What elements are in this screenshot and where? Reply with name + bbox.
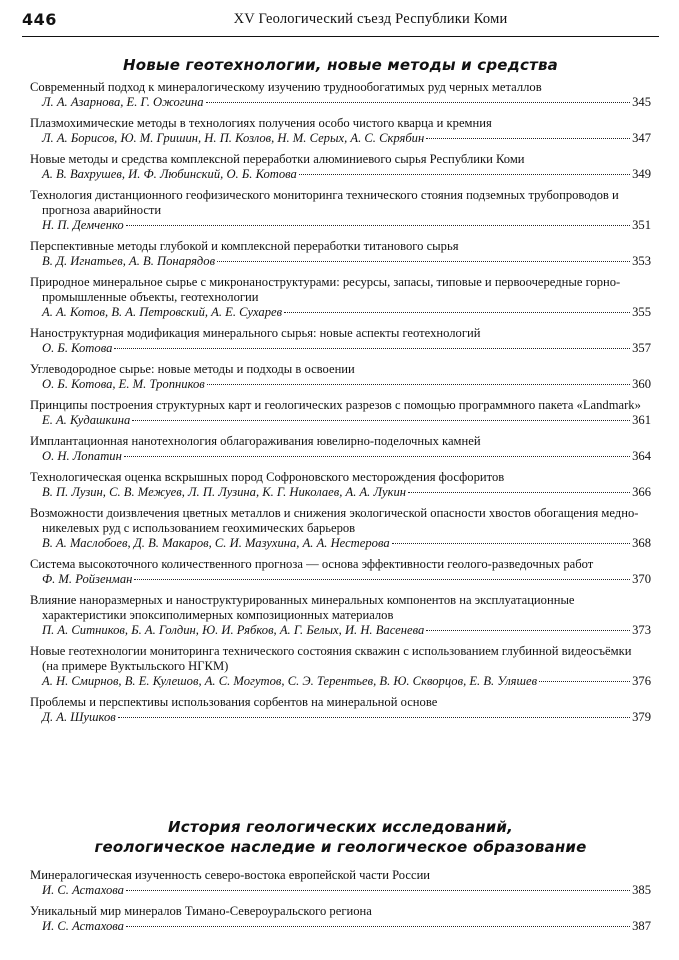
dot-leader bbox=[132, 420, 630, 421]
toc-entry bbox=[30, 593, 651, 638]
entry-authors: И. С. Астахова bbox=[42, 883, 124, 897]
entry-authors: И. С. Астахова bbox=[42, 919, 124, 933]
entry-authors: Е. А. Кудашкина bbox=[42, 413, 131, 427]
entry-authors: А. А. Котов, В. А. Петровский, А. Е. Сухарев bbox=[42, 305, 283, 319]
entry-authors: А. В. Вахрушев, И. Ф. Любинский, О. Б. Котова bbox=[42, 167, 297, 181]
entry-page-number: 373 bbox=[632, 623, 651, 637]
entry-author-line bbox=[30, 218, 651, 233]
toc-entry bbox=[30, 434, 651, 464]
dot-leader bbox=[126, 926, 630, 927]
dot-leader bbox=[426, 138, 630, 139]
entry-page-number: 368 bbox=[632, 536, 651, 550]
entry-author-line bbox=[30, 623, 651, 638]
entry-authors: О. Б. Котова, Е. М. Тропников bbox=[42, 377, 205, 391]
entry-author-line bbox=[30, 254, 651, 269]
toc-entry bbox=[30, 695, 651, 725]
dot-leader bbox=[134, 579, 630, 580]
entry-title: Проблемы и перспективы использования сорбентов на минеральной основе bbox=[30, 695, 438, 709]
dot-leader bbox=[118, 717, 630, 718]
entry-author-line bbox=[30, 167, 651, 182]
entry-page-number: 355 bbox=[632, 305, 651, 319]
entry-title: Перспективные методы глубокой и комплексной переработки титанового сырья bbox=[30, 239, 459, 253]
section-heading-new-geotechnologies: Новые геотехнологии, новые методы и средства bbox=[122, 56, 558, 74]
running-title: XV Геологический съезд Республики Коми bbox=[233, 11, 508, 27]
dot-leader bbox=[114, 348, 630, 349]
entry-author-line bbox=[30, 413, 651, 428]
entry-page-number: 387 bbox=[632, 919, 651, 933]
entry-title: Новые методы и средства комплексной переработки алюминиевого сырья Республики Коми bbox=[30, 152, 525, 166]
entry-author-line bbox=[30, 883, 651, 898]
entry-authors: А. Н. Смирнов, В. Е. Кулешов, А. С. Могутов, С. Э. Терентьев, В. Ю. Скворцов, Е. В. Уляшев bbox=[42, 674, 538, 688]
toc-entry bbox=[30, 80, 651, 110]
entry-page-number: 364 bbox=[632, 449, 651, 463]
entry-page-number: 366 bbox=[632, 485, 651, 499]
entry-title: Влияние наноразмерных и наноструктурированных минеральных компонентов на эксплуатационные характеристики эпоксиполимерных композиционных материалов bbox=[30, 593, 575, 622]
entry-authors: Л. А. Борисов, Ю. М. Гришин, Н. П. Козлов, Н. М. Серых, А. С. Скрябин bbox=[42, 131, 425, 145]
entry-title: Минералогическая изученность северо-востока европейской части России bbox=[30, 868, 431, 882]
page-header bbox=[22, 10, 659, 37]
entry-author-line bbox=[30, 536, 651, 551]
dot-leader bbox=[299, 174, 630, 175]
entry-title: Новые геотехнологии мониторинга технического состояния скважин с использованием глубинной видеосъёмки (на примере Вуктыльского НГКМ) bbox=[30, 644, 632, 673]
entry-authors: Н. П. Демченко bbox=[42, 218, 124, 232]
toc-entry bbox=[30, 188, 651, 233]
entry-title: Имплантационная нанотехнология облагораживания ювелирно-поделочных камней bbox=[30, 434, 481, 448]
entry-author-line bbox=[30, 305, 651, 320]
dot-leader bbox=[539, 681, 630, 682]
section-entries-new-geotechnologies bbox=[30, 80, 651, 731]
entry-authors: В. А. Маслобоев, Д. В. Макаров, С. И. Мазухина, А. А. Нестерова bbox=[42, 536, 390, 550]
section-entries-history bbox=[30, 868, 651, 940]
toc-entry bbox=[30, 326, 651, 356]
dot-leader bbox=[408, 492, 630, 493]
entry-author-line bbox=[30, 674, 651, 689]
entry-author-line bbox=[30, 710, 651, 725]
entry-title: Технология дистанционного геофизического мониторинга технического стояния подземных трубопроводов и прогноза аварийности bbox=[30, 188, 619, 217]
entry-title: Углеводородное сырье: новые методы и подходы в освоении bbox=[30, 362, 355, 376]
entry-author-line bbox=[30, 919, 651, 934]
section-heading-history-line-2: геологическое наследие и геологическое образование bbox=[94, 838, 587, 856]
toc-entry bbox=[30, 904, 651, 934]
entry-authors: В. П. Лузин, С. В. Межуев, Л. П. Лузина, К. Г. Николаев, А. А. Лукин bbox=[42, 485, 407, 499]
entry-page-number: 345 bbox=[632, 95, 651, 109]
entry-page-number: 347 bbox=[632, 131, 651, 145]
entry-page-number: 370 bbox=[632, 572, 651, 586]
dot-leader bbox=[284, 312, 630, 313]
toc-entry bbox=[30, 557, 651, 587]
entry-authors: Д. А. Шушков bbox=[42, 710, 116, 724]
entry-authors: П. А. Ситников, Б. А. Голдин, Ю. И. Рябков, А. Г. Белых, И. Н. Васенева bbox=[42, 623, 425, 637]
entry-page-number: 376 bbox=[632, 674, 651, 688]
entry-title: Уникальный мир минералов Тимано-Североуральского региона bbox=[30, 904, 372, 918]
dot-leader bbox=[206, 102, 631, 103]
toc-entry bbox=[30, 506, 651, 551]
dot-leader bbox=[217, 261, 630, 262]
entry-author-line bbox=[30, 131, 651, 146]
toc-entry bbox=[30, 152, 651, 182]
entry-page-number: 360 bbox=[632, 377, 651, 391]
dot-leader bbox=[207, 384, 630, 385]
entry-author-line bbox=[30, 485, 651, 500]
page-number: 446 bbox=[22, 10, 57, 29]
entry-author-line bbox=[30, 449, 651, 464]
entry-page-number: 351 bbox=[632, 218, 651, 232]
entry-author-line bbox=[30, 95, 651, 110]
toc-entry bbox=[30, 868, 651, 898]
entry-title: Современный подход к минералогическому изучению труднообогатимых руд черных металлов bbox=[30, 80, 542, 94]
entry-author-line bbox=[30, 377, 651, 392]
entry-title: Наноструктурная модификация минерального сырья: новые аспекты геотехнологий bbox=[30, 326, 481, 340]
entry-title: Технологическая оценка вскрышных пород Софроновского месторождения фосфоритов bbox=[30, 470, 505, 484]
entry-title: Система высокоточного количественного прогноза — основа эффективности геолого-разведочных работ bbox=[30, 557, 594, 571]
entry-page-number: 353 bbox=[632, 254, 651, 268]
toc-entry bbox=[30, 398, 651, 428]
toc-entry bbox=[30, 470, 651, 500]
entry-authors: О. Б. Котова bbox=[42, 341, 113, 355]
entry-title: Плазмохимические методы в технологиях получения особо чистого кварца и кремния bbox=[30, 116, 492, 130]
toc-entry bbox=[30, 362, 651, 392]
entry-page-number: 349 bbox=[632, 167, 651, 181]
dot-leader bbox=[426, 630, 630, 631]
entry-title: Принципы построения структурных карт и геологических разрезов с помощью программного пакета «Landmark» bbox=[30, 398, 641, 412]
entry-page-number: 361 bbox=[632, 413, 651, 427]
entry-authors: В. Д. Игнатьев, А. В. Понарядов bbox=[42, 254, 216, 268]
entry-authors: Ф. М. Ройзенман bbox=[42, 572, 133, 586]
entry-page-number: 379 bbox=[632, 710, 651, 724]
entry-authors: О. Н. Лопатин bbox=[42, 449, 122, 463]
entry-page-number: 385 bbox=[632, 883, 651, 897]
dot-leader bbox=[126, 225, 630, 226]
dot-leader bbox=[392, 543, 630, 544]
dot-leader bbox=[124, 456, 630, 457]
entry-author-line bbox=[30, 341, 651, 356]
entry-page-number: 357 bbox=[632, 341, 651, 355]
entry-title: Возможности доизвлечения цветных металлов и снижения экологической опасности хвостов обогащения медно-никелевых руд с использованием геохимических барьеров bbox=[30, 506, 639, 535]
toc-entry bbox=[30, 116, 651, 146]
entry-authors: Л. А. Азарнова, Е. Г. Ожогина bbox=[42, 95, 204, 109]
section-heading-history-line-1: История геологических исследований, bbox=[167, 818, 514, 836]
entry-title: Природное минеральное сырье с микронаноструктурами: ресурсы, запасы, типовые и первоочередные горно-промышленные объекты, геотехнологии bbox=[30, 275, 621, 304]
toc-entry bbox=[30, 644, 651, 689]
toc-entry bbox=[30, 275, 651, 320]
toc-entry bbox=[30, 239, 651, 269]
entry-author-line bbox=[30, 572, 651, 587]
dot-leader bbox=[126, 890, 630, 891]
